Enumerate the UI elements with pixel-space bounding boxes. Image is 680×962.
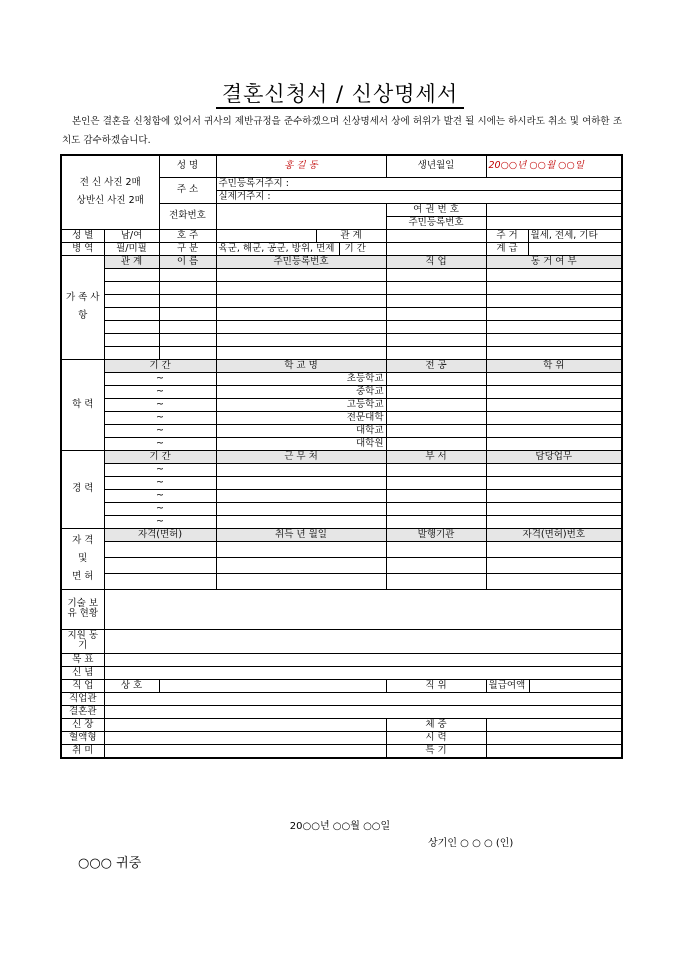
military-value[interactable]: 필/미필: [104, 242, 159, 255]
license-header-number: 자격(면허)번호: [486, 528, 622, 541]
career-section-label: 경 력: [61, 450, 104, 528]
license-row[interactable]: [61, 557, 622, 573]
phone-label: 전화번호: [159, 203, 216, 229]
license-header-name: 자격(면허): [104, 528, 216, 541]
family-row[interactable]: [61, 268, 622, 281]
career-header-duty: 담당업무: [486, 450, 622, 463]
hobby-label: 취 미: [61, 744, 104, 758]
relation-label: 관 계: [316, 229, 386, 242]
hobby-field[interactable]: [104, 744, 386, 758]
photo-note-half: 상반신 사진 2매: [76, 195, 144, 207]
photo-note-full: 전 신 사진 2매: [79, 177, 141, 189]
goal-label: 목 표: [61, 653, 104, 666]
family-row[interactable]: [61, 307, 622, 320]
household-head-field[interactable]: [216, 229, 316, 242]
period-label: 기 간: [339, 243, 365, 255]
education-header-period: 기 간: [104, 359, 216, 372]
education-row[interactable]: ~ 전문대학: [61, 411, 622, 424]
family-header-cohabit: 동 거 여 부: [486, 255, 622, 268]
job-view-label: 직업관: [61, 692, 104, 705]
address-actual-field[interactable]: 실제거주지 :: [216, 190, 622, 203]
education-row[interactable]: ~ 중학교: [61, 385, 622, 398]
rank-field[interactable]: [528, 242, 622, 255]
passport-label: 여 권 번 호: [387, 204, 486, 217]
recipient: ○○○ 귀중: [78, 856, 142, 871]
career-row[interactable]: ~: [61, 463, 622, 476]
career-header-period: 기 간: [104, 450, 216, 463]
company-field[interactable]: [159, 679, 386, 692]
belief-label: 신 념: [61, 666, 104, 679]
education-row[interactable]: ~ 초등학교: [61, 372, 622, 385]
license-row[interactable]: [61, 573, 622, 589]
job-label: 직 업: [61, 679, 104, 692]
vision-label: 시 력: [386, 731, 486, 744]
relation-field[interactable]: [386, 229, 486, 242]
career-row[interactable]: ~: [61, 515, 622, 528]
license-label-1: 자 격: [72, 534, 94, 546]
vision-field[interactable]: [486, 731, 622, 744]
name-value[interactable]: 홍 길 동: [216, 155, 386, 177]
family-header-name: 이 름: [159, 255, 216, 268]
belief-field[interactable]: [104, 666, 622, 679]
education-header-major: 전 공: [386, 359, 486, 372]
height-label: 신 장: [61, 718, 104, 731]
motive-label: 지원 동기: [61, 629, 104, 653]
education-row[interactable]: ~ 대학원: [61, 437, 622, 450]
blood-field[interactable]: [104, 731, 386, 744]
marriage-view-label: 결혼관: [61, 705, 104, 718]
passport-field[interactable]: [487, 204, 622, 217]
skills-label: 기술 보유 현황: [61, 589, 104, 629]
motive-field[interactable]: [104, 629, 622, 653]
gender-label: 성 별: [61, 229, 104, 242]
resident-number-field[interactable]: [487, 217, 622, 229]
license-label-2: 및: [78, 552, 88, 564]
family-row[interactable]: [61, 281, 622, 294]
document-title: 결혼신청서 / 신상명세서: [0, 78, 680, 108]
weight-field[interactable]: [486, 718, 622, 731]
career-row[interactable]: ~: [61, 489, 622, 502]
license-section-label: [61, 528, 104, 589]
license-label-3: 면 허: [72, 570, 94, 582]
family-row[interactable]: [61, 346, 622, 359]
family-row[interactable]: [61, 294, 622, 307]
special-field[interactable]: [486, 744, 622, 758]
position-label: 직 위: [386, 679, 486, 692]
family-section-label: 가 족 사 항: [61, 255, 104, 359]
military-branch-text: 육군, 해군, 공군, 방위, 면제: [218, 242, 335, 254]
career-header-workplace: 근 무 처: [216, 450, 386, 463]
weight-label: 체 중: [386, 718, 486, 731]
company-label: 상 호: [104, 679, 159, 692]
gender-value[interactable]: 남/여: [104, 229, 159, 242]
intro-paragraph: 본인은 결혼을 신청함에 있어서 귀사의 제반규정을 준수하겠으며 신상명세서 상에 허위가 발견 될 시에는 하시라도 취소 및 여하한 조치도 감수하겠습니다.: [62, 116, 622, 146]
goal-field[interactable]: [104, 653, 622, 666]
education-section-label: 학 력: [61, 359, 104, 450]
period-field[interactable]: [386, 242, 486, 255]
birth-value[interactable]: 20○○년 ○○월 ○○일: [486, 155, 622, 177]
photo-box[interactable]: [61, 155, 159, 229]
id-labels-cell: [386, 203, 486, 229]
family-row[interactable]: [61, 320, 622, 333]
application-form-table: [60, 154, 623, 759]
military-branch-value[interactable]: [216, 242, 386, 255]
resident-number-label: 주민등록번호: [408, 216, 464, 228]
career-header-department: 부 서: [386, 450, 486, 463]
household-head-label: 호 주: [159, 229, 216, 242]
job-view-field[interactable]: [104, 692, 622, 705]
marriage-view-field[interactable]: [104, 705, 622, 718]
rank-label: 계 급: [486, 242, 528, 255]
submission-date: 20○○년 ○○월 ○○일: [289, 821, 391, 832]
birth-label: 생년월일: [386, 155, 486, 177]
salary-label: 월급여액: [489, 680, 531, 692]
height-field[interactable]: [104, 718, 386, 731]
phone-field[interactable]: [216, 203, 386, 229]
military-label: 병 역: [61, 242, 104, 255]
category-label: 구 분: [159, 242, 216, 255]
education-row[interactable]: ~ 대학교: [61, 424, 622, 437]
residence-label: 주 거: [486, 229, 528, 242]
salary-cell[interactable]: [486, 679, 622, 692]
residence-value[interactable]: 월세, 전세, 기타: [528, 229, 622, 242]
family-row[interactable]: [61, 333, 622, 346]
family-header-resident-number: 주민등록번호: [216, 255, 386, 268]
career-row[interactable]: ~: [61, 502, 622, 515]
education-row[interactable]: ~ 고등학교: [61, 398, 622, 411]
address-label: 주 소: [159, 177, 216, 203]
applicant-signature: 상기인 ○ ○ ○ (인): [428, 838, 514, 849]
education-header-school: 학 교 명: [216, 359, 386, 372]
id-fields-cell: [486, 203, 622, 229]
name-label: 성 명: [159, 155, 216, 177]
family-header-occupation: 직 업: [386, 255, 486, 268]
education-header-degree: 학 위: [486, 359, 622, 372]
license-header-issuer: 발행기관: [386, 528, 486, 541]
blood-label: 혈액형: [61, 731, 104, 744]
career-row[interactable]: ~: [61, 476, 622, 489]
license-row[interactable]: [61, 541, 622, 557]
license-header-date: 취득 년 월일: [216, 528, 386, 541]
skills-field[interactable]: [104, 589, 622, 629]
special-label: 특 기: [386, 744, 486, 758]
address-registered-field[interactable]: 주민등록거주지 :: [216, 177, 622, 190]
family-header-relation: 관 계: [104, 255, 159, 268]
